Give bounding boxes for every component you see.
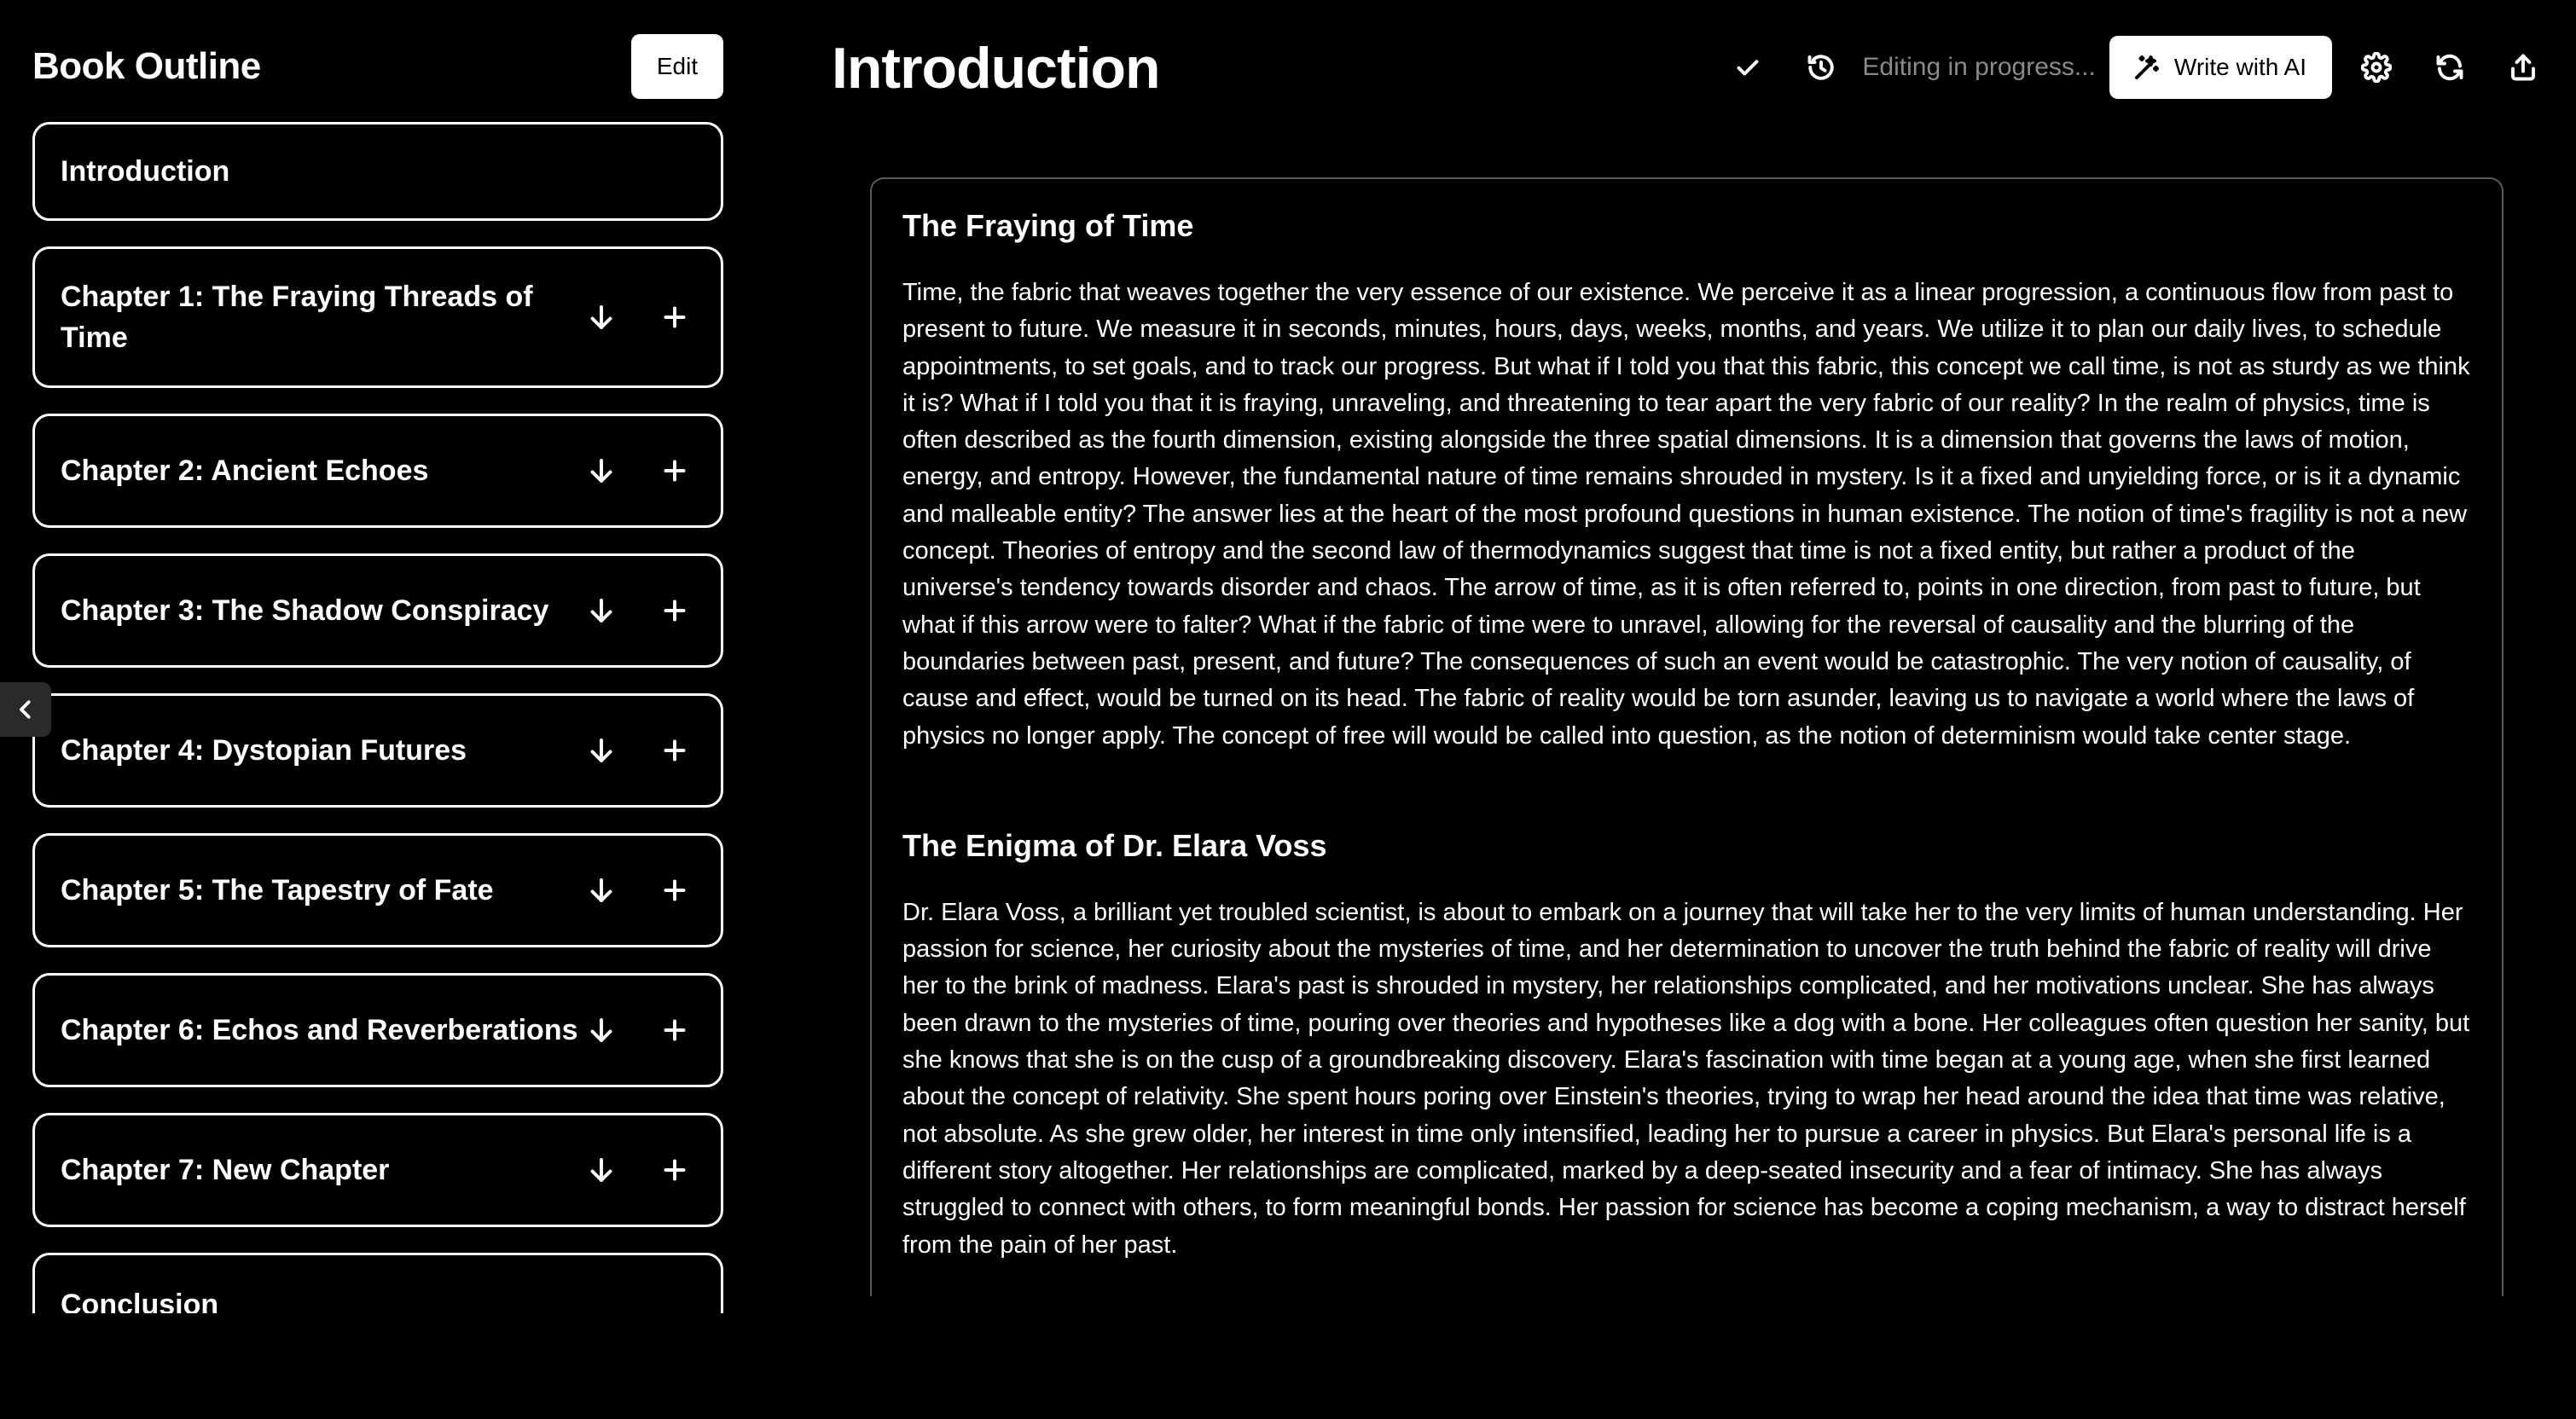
chapter-item-conclusion[interactable]	[32, 1253, 723, 1313]
refresh-icon[interactable]	[2429, 47, 2470, 88]
editor-content[interactable]	[870, 177, 2503, 1296]
chapter-item-4[interactable]	[32, 693, 723, 808]
chapter-label: Chapter 4: Dystopian Futures	[61, 734, 467, 767]
chapter-item-7[interactable]	[32, 1113, 723, 1227]
write-with-ai-label: Write with AI	[2173, 54, 2306, 80]
arrow-down-icon[interactable]	[583, 1011, 620, 1049]
chapter-label: Chapter 2: Ancient Echoes	[61, 455, 429, 487]
chapter-actions	[583, 298, 693, 336]
chapter-label: Conclusion	[61, 1289, 219, 1313]
book-outline-sidebar	[32, 0, 723, 1313]
chapter-label: Chapter 1: The Fraying Threads of Time	[61, 281, 533, 354]
chapter-label: Chapter 7: New Chapter	[61, 1154, 390, 1186]
chapter-actions	[583, 1011, 693, 1049]
chapter-label: Chapter 3: The Shadow Conspiracy	[61, 594, 549, 627]
chapter-list	[32, 122, 723, 1313]
chevron-left-icon	[13, 697, 38, 722]
arrow-down-icon[interactable]	[583, 872, 620, 909]
plus-icon[interactable]	[656, 732, 693, 769]
page-title: Introduction	[832, 36, 1160, 101]
arrow-down-icon[interactable]	[583, 732, 620, 769]
chapter-item-2[interactable]	[32, 414, 723, 528]
chapter-actions	[583, 732, 693, 769]
settings-icon[interactable]	[2356, 47, 2397, 88]
arrow-down-icon[interactable]	[583, 298, 620, 336]
arrow-down-icon[interactable]	[583, 592, 620, 629]
plus-icon[interactable]	[656, 1151, 693, 1189]
history-icon[interactable]	[1801, 47, 1842, 88]
section-body: Time, the fabric that weaves together the very essence of our existence. We perceive it as a linear progression, a continuous flow from past to present to future. We measure it in seconds, minutes, hours, days, weeks, months, and years. We utilize it to plan our daily lives, to schedule appointments, to set goals, and to track our progress. But what if I told you that this fabric, this concept we call time, is not as sturdy as we think it is? What if I told you that it is fraying, unraveling, and threatening to tear apart the very fabric of our reality? In the realm of physics, time is often described as the fourth dimension, existing alongside the three spatial dimensions. It is a dimension that governs the laws of motion, energy, and entropy. However, the fundamental nature of time remains shrouded in mystery. Is it a fixed and unyielding force, or is it a dynamic and malleable entity? The answer lies at the heart of the most profound questions in human existence. The notion of time's fragility is not a new concept. Theories of entropy and the second law of thermodynamics suggest that time is not a fixed entity, but rather a product of the universe's tendency towards disorder and chaos. The arrow of time, as it is often referred to, points in one direction, from past to future, but what if this arrow were to falter? What if the fabric of time were to unravel, allowing for the reversal of causality and the blurring of the boundaries between past, present, and future? The consequences of such an event would be catastrophic. The very notion of causality, of cause and effect, would be turned on its head. The fabric of reality would be torn asunder, leaving us to navigate a world where the laws of physics no longer apply. The concept of free will would be called into question, as the notion of determinism would take center stage.	[902, 279, 2470, 750]
share-icon[interactable]	[2503, 47, 2544, 88]
section-heading: The Enigma of Dr. Elara Voss	[902, 827, 1327, 863]
chapter-item-3[interactable]	[32, 553, 723, 668]
sidebar-title: Book Outline	[32, 45, 261, 87]
chapter-actions	[583, 1151, 693, 1189]
edit-outline-button[interactable]: Edit	[631, 34, 723, 99]
chapter-label: Chapter 5: The Tapestry of Fate	[61, 874, 494, 906]
chapter-actions	[583, 872, 693, 909]
section-heading: The Fraying of Time	[902, 208, 1194, 243]
chapter-item-5[interactable]	[32, 833, 723, 947]
section-body: Dr. Elara Voss, a brilliant yet troubled scientist, is about to embark on a journey that will take her to the very limits of human understanding. Her passion for science, her curiosity about the mysteries of time, and her determination to uncover the truth behind the fabric of reality will drive her to the brink of madness. Elara's past is shrouded in mystery, her relationships complicated, and her motivations unclear. She has always been drawn to the mysteries of time, pouring over theories and hypotheses like a dog with a bone. Her colleagues often question her sanity, but she knows that she is on the cusp of a groundbreaking discovery. Elara's fascination with time began at a young age, when she first learned about the concept of relativity. She spent hours poring over Einstein's theories, trying to wrap her head around the idea that time was relative, not absolute. As she grew older, her interest in time only intensified, leading her to pursue a career in physics. But Elara's personal life is a different story altogether. Her relationships are complicated, marked by a deep-seated insecurity and a fear of intimacy. She has always struggled to connect with others, to form meaningful bonds. Her passion for science has become a coping mechanism, a way to distract herself from the pain of her past.	[902, 898, 2470, 1259]
chapter-item-introduction[interactable]	[32, 122, 723, 221]
sidebar-header	[32, 34, 723, 99]
plus-icon[interactable]	[656, 1011, 693, 1049]
write-with-ai-button[interactable]	[2109, 36, 2332, 99]
arrow-down-icon[interactable]	[583, 1151, 620, 1189]
chapter-label: Introduction	[61, 155, 230, 188]
check-icon[interactable]	[1727, 47, 1768, 88]
chapter-item-1[interactable]	[32, 246, 723, 388]
plus-icon[interactable]	[656, 298, 693, 336]
plus-icon[interactable]	[656, 872, 693, 909]
chapter-item-6[interactable]	[32, 973, 723, 1087]
plus-icon[interactable]	[656, 592, 693, 629]
magic-wand-icon	[2132, 52, 2162, 83]
collapse-sidebar-button[interactable]	[0, 682, 51, 737]
editor-section	[902, 205, 2471, 755]
chapter-actions	[583, 452, 693, 489]
chapter-actions	[583, 592, 693, 629]
editing-status: Editing in progress...	[1862, 53, 2096, 81]
chapter-label: Chapter 6: Echos and Reverberations	[61, 1014, 578, 1046]
plus-icon[interactable]	[656, 452, 693, 489]
arrow-down-icon[interactable]	[583, 452, 620, 489]
editor-toolbar	[1727, 36, 2544, 99]
editor-section	[902, 825, 2471, 1264]
